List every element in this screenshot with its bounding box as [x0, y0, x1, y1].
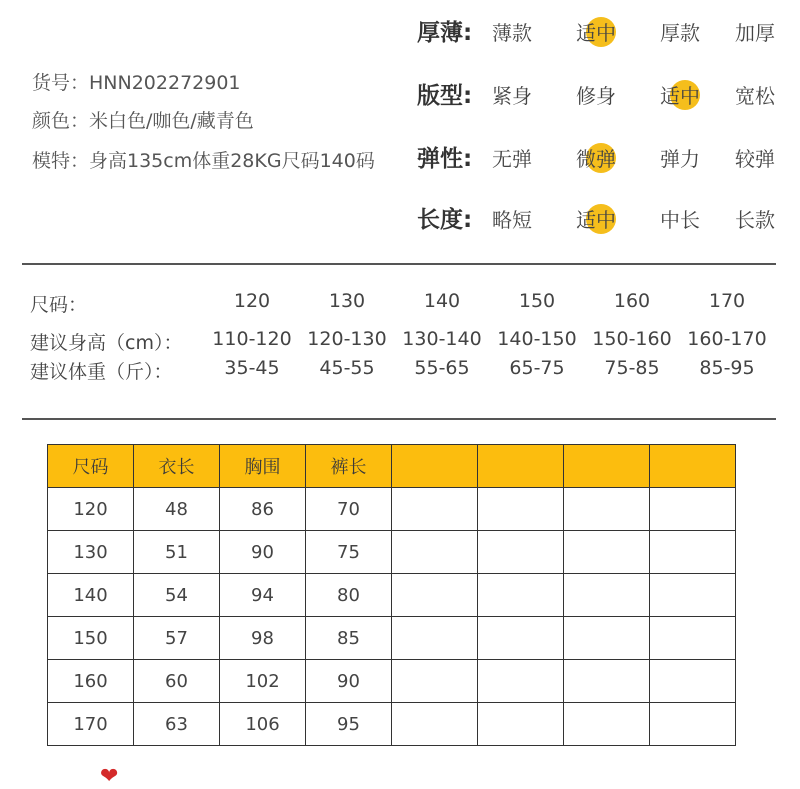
model-info: 模特：身高135cm体重28KG尺码140码	[32, 150, 375, 172]
table-cell: 86	[220, 488, 306, 531]
table-cell	[650, 531, 736, 574]
attribute-option: 修身	[576, 84, 616, 108]
table-cell: 70	[306, 488, 392, 531]
table-cell	[564, 660, 650, 703]
table-cell: 90	[306, 660, 392, 703]
table-cell: 95	[306, 703, 392, 746]
weight-cell: 55-65	[414, 357, 470, 379]
table-cell	[478, 531, 564, 574]
table-cell	[478, 488, 564, 531]
table-cell: 63	[134, 703, 220, 746]
table-cell: 48	[134, 488, 220, 531]
attribute-option-selected: 微弹	[576, 147, 616, 171]
table-header-cell: 衣长	[134, 445, 220, 488]
table-header-row	[48, 445, 736, 488]
table-cell: 94	[220, 574, 306, 617]
divider-middle	[22, 418, 776, 420]
table-cell	[392, 660, 478, 703]
table-header-cell	[564, 445, 650, 488]
table-cell	[392, 531, 478, 574]
height-cell: 140-150	[497, 328, 577, 350]
table-cell: 98	[220, 617, 306, 660]
table-row	[48, 703, 736, 746]
table-cell	[650, 488, 736, 531]
table-cell: 54	[134, 574, 220, 617]
size-table	[47, 444, 736, 746]
height-row-label: 建议身高（cm）：	[30, 332, 183, 354]
attribute-option-selected: 适中	[576, 208, 616, 232]
table-cell	[478, 574, 564, 617]
color-info: 颜色：米白色/咖色/藏青色	[32, 110, 254, 132]
table-row	[48, 488, 736, 531]
table-cell	[650, 660, 736, 703]
table-cell: 57	[134, 617, 220, 660]
table-cell	[650, 617, 736, 660]
weight-row-label: 建议体重（斤）：	[30, 361, 173, 383]
table-cell: 106	[220, 703, 306, 746]
height-cell: 160-170	[687, 328, 767, 350]
table-header-cell: 尺码	[48, 445, 134, 488]
height-cell: 110-120	[212, 328, 292, 350]
attribute-option: 无弹	[492, 147, 532, 171]
table-header-cell: 裤长	[306, 445, 392, 488]
table-cell	[478, 617, 564, 660]
table-cell: 130	[48, 531, 134, 574]
attribute-label: 弹性:	[417, 146, 473, 172]
item-number: 货号：HNN202272901	[32, 72, 241, 94]
table-cell	[564, 574, 650, 617]
weight-cell: 35-45	[224, 357, 280, 379]
table-cell: 170	[48, 703, 134, 746]
table-cell: 150	[48, 617, 134, 660]
table-header-cell	[478, 445, 564, 488]
attribute-option: 厚款	[660, 21, 700, 45]
attribute-option-selected: 适中	[660, 84, 700, 108]
attribute-label: 厚薄:	[417, 20, 473, 46]
attribute-option: 宽松	[735, 84, 775, 108]
table-cell: 120	[48, 488, 134, 531]
table-cell	[564, 617, 650, 660]
table-cell	[392, 703, 478, 746]
table-cell	[650, 703, 736, 746]
table-cell	[564, 531, 650, 574]
table-cell	[650, 574, 736, 617]
table-header-cell	[650, 445, 736, 488]
table-cell	[392, 574, 478, 617]
attribute-label: 长度:	[417, 207, 473, 233]
size-cell: 140	[423, 290, 461, 312]
attribute-option: 较弹	[735, 147, 775, 171]
attribute-option: 紧身	[492, 84, 532, 108]
footer-note	[100, 764, 126, 789]
attribute-option: 长款	[735, 208, 775, 232]
table-cell	[392, 617, 478, 660]
table-cell: 102	[220, 660, 306, 703]
weight-cell: 45-55	[319, 357, 375, 379]
weight-cell: 85-95	[699, 357, 755, 379]
table-cell: 80	[306, 574, 392, 617]
table-row	[48, 574, 736, 617]
table-cell: 85	[306, 617, 392, 660]
attribute-option: 中长	[660, 208, 700, 232]
size-cell: 150	[518, 290, 556, 312]
divider-top	[22, 263, 776, 265]
table-cell: 75	[306, 531, 392, 574]
heart-icon: ❤	[100, 764, 119, 789]
table-cell	[478, 660, 564, 703]
attribute-option: 弹力	[660, 147, 700, 171]
table-row	[48, 531, 736, 574]
size-cell: 120	[233, 290, 271, 312]
height-cell: 120-130	[307, 328, 387, 350]
height-cell: 150-160	[592, 328, 672, 350]
attribute-option-selected: 适中	[576, 21, 616, 45]
attribute-label: 版型:	[417, 83, 473, 109]
attribute-option: 略短	[492, 208, 532, 232]
size-row-label: 尺码：	[30, 294, 88, 316]
table-cell	[564, 703, 650, 746]
table-cell: 60	[134, 660, 220, 703]
table-cell	[392, 488, 478, 531]
table-cell: 90	[220, 531, 306, 574]
table-cell: 51	[134, 531, 220, 574]
height-cell: 130-140	[402, 328, 482, 350]
size-cell: 130	[328, 290, 366, 312]
table-header-cell	[392, 445, 478, 488]
attribute-option: 加厚	[735, 21, 775, 45]
size-cell: 160	[613, 290, 651, 312]
table-cell: 140	[48, 574, 134, 617]
size-cell: 170	[708, 290, 746, 312]
table-cell	[478, 703, 564, 746]
attribute-option: 薄款	[492, 21, 532, 45]
table-header-cell: 胸围	[220, 445, 306, 488]
table-row	[48, 617, 736, 660]
table-row	[48, 660, 736, 703]
weight-cell: 75-85	[604, 357, 660, 379]
table-cell	[564, 488, 650, 531]
table-cell: 160	[48, 660, 134, 703]
weight-cell: 65-75	[509, 357, 565, 379]
